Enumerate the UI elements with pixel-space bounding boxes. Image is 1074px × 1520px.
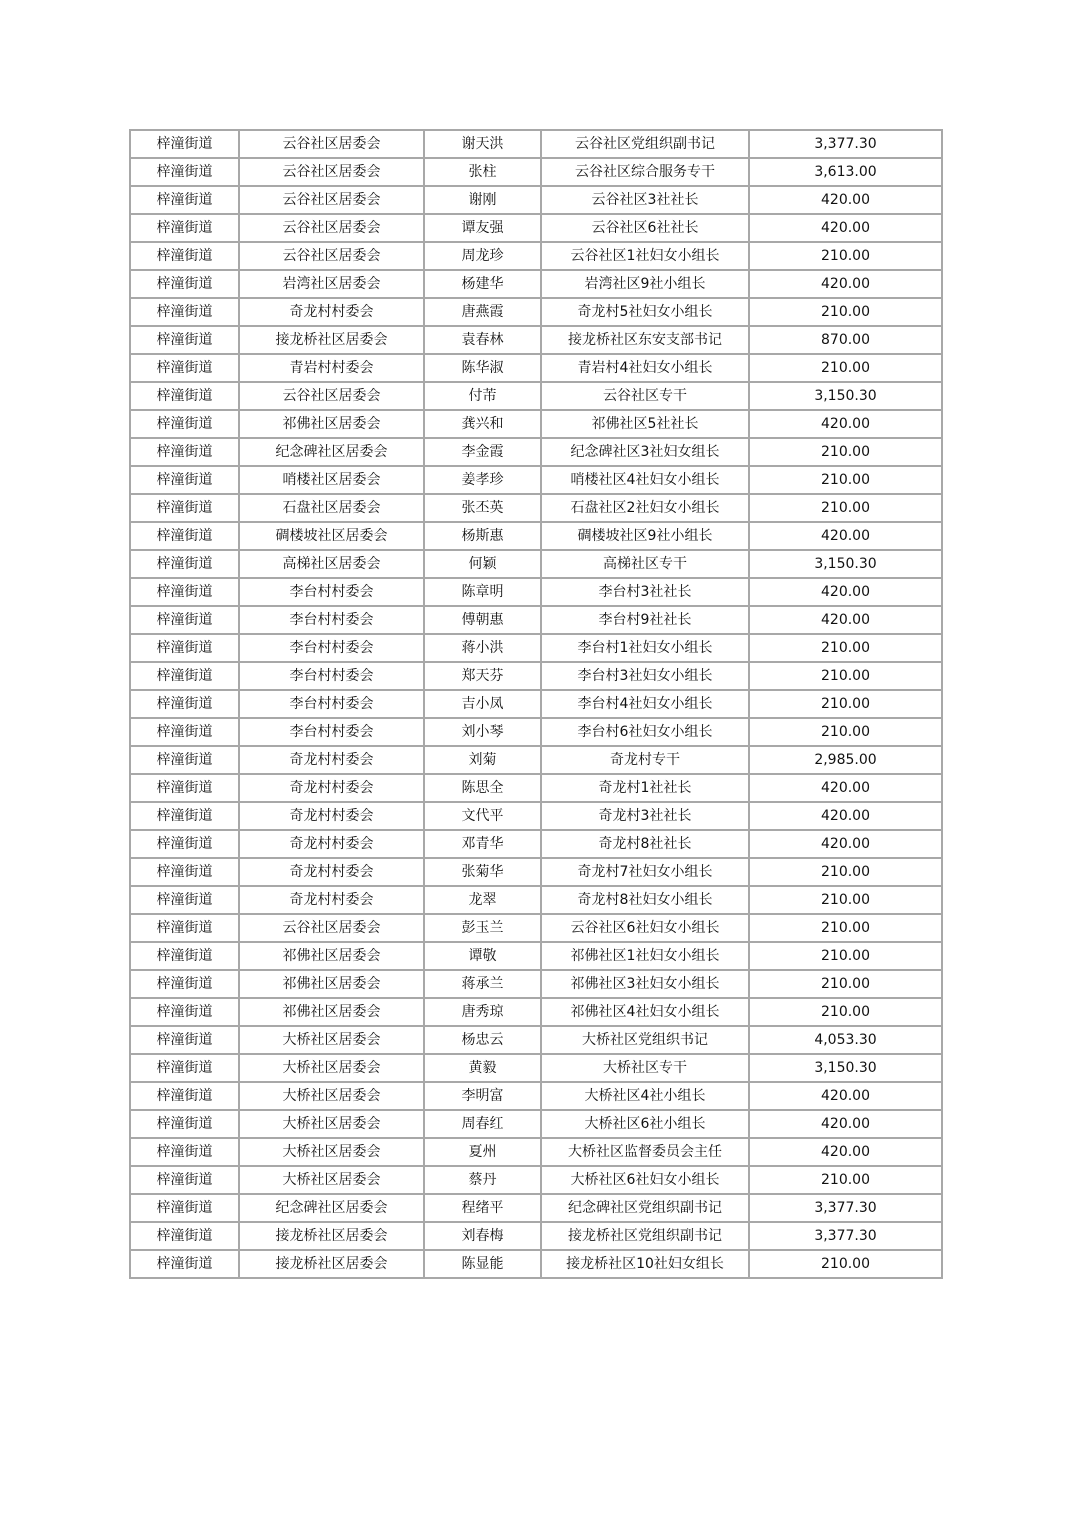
name-cell: 陈华淑 (424, 354, 541, 382)
street-cell: 梓潼街道 (130, 522, 239, 550)
committee-cell: 岩湾社区居委会 (239, 270, 424, 298)
committee-cell: 奇龙村村委会 (239, 830, 424, 858)
committee-cell: 祁佛社区居委会 (239, 970, 424, 998)
street-cell: 梓潼街道 (130, 186, 239, 214)
committee-cell: 李台村村委会 (239, 578, 424, 606)
committee-cell: 奇龙村村委会 (239, 298, 424, 326)
table-row (130, 522, 942, 550)
amount-cell: 210.00 (749, 298, 942, 326)
name-cell: 姜孝珍 (424, 466, 541, 494)
street-cell: 梓潼街道 (130, 1026, 239, 1054)
amount-cell: 210.00 (749, 998, 942, 1026)
position-cell: 李台村9社社长 (541, 606, 749, 634)
name-cell: 周龙珍 (424, 242, 541, 270)
amount-cell: 3,377.30 (749, 1222, 942, 1250)
committee-cell: 李台村村委会 (239, 634, 424, 662)
name-cell: 傅朝惠 (424, 606, 541, 634)
position-cell: 李台村6社妇女小组长 (541, 718, 749, 746)
street-cell: 梓潼街道 (130, 270, 239, 298)
table-row (130, 830, 942, 858)
committee-cell: 接龙桥社区居委会 (239, 326, 424, 354)
committee-cell: 李台村村委会 (239, 606, 424, 634)
street-cell: 梓潼街道 (130, 774, 239, 802)
amount-cell: 420.00 (749, 578, 942, 606)
committee-cell: 奇龙村村委会 (239, 858, 424, 886)
table-row (130, 1054, 942, 1082)
amount-cell: 210.00 (749, 354, 942, 382)
name-cell: 袁春林 (424, 326, 541, 354)
table-row (130, 1138, 942, 1166)
name-cell: 李金霞 (424, 438, 541, 466)
name-cell: 陈显能 (424, 1250, 541, 1278)
committee-cell: 石盘社区居委会 (239, 494, 424, 522)
table-row (130, 578, 942, 606)
table-row (130, 270, 942, 298)
name-cell: 夏州 (424, 1138, 541, 1166)
committee-cell: 碉楼坡社区居委会 (239, 522, 424, 550)
position-cell: 奇龙村7社妇女小组长 (541, 858, 749, 886)
table-row (130, 802, 942, 830)
amount-cell: 4,053.30 (749, 1026, 942, 1054)
name-cell: 谭敬 (424, 942, 541, 970)
street-cell: 梓潼街道 (130, 466, 239, 494)
position-cell: 李台村3社社长 (541, 578, 749, 606)
street-cell: 梓潼街道 (130, 970, 239, 998)
street-cell: 梓潼街道 (130, 438, 239, 466)
amount-cell: 210.00 (749, 914, 942, 942)
amount-cell: 420.00 (749, 774, 942, 802)
table-row (130, 550, 942, 578)
name-cell: 蔡丹 (424, 1166, 541, 1194)
amount-cell: 420.00 (749, 214, 942, 242)
position-cell: 祁佛社区4社妇女小组长 (541, 998, 749, 1026)
committee-cell: 云谷社区居委会 (239, 186, 424, 214)
amount-cell: 420.00 (749, 410, 942, 438)
name-cell: 程绪平 (424, 1194, 541, 1222)
table-body (130, 130, 942, 1278)
name-cell: 文代平 (424, 802, 541, 830)
name-cell: 刘小琴 (424, 718, 541, 746)
amount-cell: 210.00 (749, 466, 942, 494)
position-cell: 高梯社区专干 (541, 550, 749, 578)
position-cell: 李台村4社妇女小组长 (541, 690, 749, 718)
name-cell: 蒋小洪 (424, 634, 541, 662)
table-row (130, 774, 942, 802)
street-cell: 梓潼街道 (130, 830, 239, 858)
amount-cell: 420.00 (749, 186, 942, 214)
committee-cell: 奇龙村村委会 (239, 774, 424, 802)
amount-cell: 210.00 (749, 494, 942, 522)
committee-cell: 祁佛社区居委会 (239, 998, 424, 1026)
position-cell: 岩湾社区9社小组长 (541, 270, 749, 298)
amount-cell: 420.00 (749, 1138, 942, 1166)
committee-cell: 接龙桥社区居委会 (239, 1250, 424, 1278)
table-row (130, 242, 942, 270)
table-row (130, 1250, 942, 1278)
name-cell: 陈章明 (424, 578, 541, 606)
committee-cell: 祁佛社区居委会 (239, 942, 424, 970)
amount-cell: 420.00 (749, 802, 942, 830)
street-cell: 梓潼街道 (130, 886, 239, 914)
committee-cell: 奇龙村村委会 (239, 886, 424, 914)
amount-cell: 210.00 (749, 886, 942, 914)
committee-cell: 大桥社区居委会 (239, 1082, 424, 1110)
table-row (130, 410, 942, 438)
amount-cell: 420.00 (749, 1110, 942, 1138)
table-row (130, 858, 942, 886)
name-cell: 邓青华 (424, 830, 541, 858)
name-cell: 唐秀琼 (424, 998, 541, 1026)
name-cell: 付芾 (424, 382, 541, 410)
committee-cell: 李台村村委会 (239, 690, 424, 718)
committee-cell: 大桥社区居委会 (239, 1026, 424, 1054)
position-cell: 接龙桥社区10社妇女组长 (541, 1250, 749, 1278)
name-cell: 刘春梅 (424, 1222, 541, 1250)
table-row (130, 186, 942, 214)
street-cell: 梓潼街道 (130, 1222, 239, 1250)
street-cell: 梓潼街道 (130, 1166, 239, 1194)
amount-cell: 3,613.00 (749, 158, 942, 186)
committee-cell: 云谷社区居委会 (239, 242, 424, 270)
position-cell: 奇龙村3社社长 (541, 802, 749, 830)
street-cell: 梓潼街道 (130, 214, 239, 242)
committee-cell: 哨楼社区居委会 (239, 466, 424, 494)
name-cell: 吉小凤 (424, 690, 541, 718)
name-cell: 龙翠 (424, 886, 541, 914)
position-cell: 奇龙村8社妇女小组长 (541, 886, 749, 914)
street-cell: 梓潼街道 (130, 158, 239, 186)
amount-cell: 3,377.30 (749, 130, 942, 158)
name-cell: 张菊华 (424, 858, 541, 886)
committee-cell: 云谷社区居委会 (239, 214, 424, 242)
committee-cell: 大桥社区居委会 (239, 1054, 424, 1082)
name-cell: 龚兴和 (424, 410, 541, 438)
street-cell: 梓潼街道 (130, 914, 239, 942)
amount-cell: 210.00 (749, 970, 942, 998)
street-cell: 梓潼街道 (130, 802, 239, 830)
position-cell: 云谷社区专干 (541, 382, 749, 410)
committee-cell: 接龙桥社区居委会 (239, 1222, 424, 1250)
amount-cell: 210.00 (749, 690, 942, 718)
name-cell: 周春红 (424, 1110, 541, 1138)
street-cell: 梓潼街道 (130, 494, 239, 522)
position-cell: 李台村3社妇女小组长 (541, 662, 749, 690)
position-cell: 云谷社区6社社长 (541, 214, 749, 242)
committee-cell: 云谷社区居委会 (239, 914, 424, 942)
amount-cell: 420.00 (749, 606, 942, 634)
amount-cell: 3,150.30 (749, 1054, 942, 1082)
table-row (130, 1194, 942, 1222)
amount-cell: 210.00 (749, 634, 942, 662)
street-cell: 梓潼街道 (130, 998, 239, 1026)
table-row (130, 158, 942, 186)
amount-cell: 210.00 (749, 438, 942, 466)
position-cell: 石盘社区2社妇女小组长 (541, 494, 749, 522)
committee-cell: 大桥社区居委会 (239, 1138, 424, 1166)
amount-cell: 210.00 (749, 662, 942, 690)
name-cell: 谢刚 (424, 186, 541, 214)
position-cell: 接龙桥社区党组织副书记 (541, 1222, 749, 1250)
position-cell: 云谷社区3社社长 (541, 186, 749, 214)
table-row (130, 634, 942, 662)
amount-cell: 210.00 (749, 242, 942, 270)
position-cell: 云谷社区6社妇女小组长 (541, 914, 749, 942)
amount-cell: 210.00 (749, 1250, 942, 1278)
table-row (130, 1026, 942, 1054)
position-cell: 云谷社区1社妇女小组长 (541, 242, 749, 270)
street-cell: 梓潼街道 (130, 578, 239, 606)
position-cell: 大桥社区专干 (541, 1054, 749, 1082)
amount-cell: 210.00 (749, 718, 942, 746)
name-cell: 刘菊 (424, 746, 541, 774)
table-row (130, 1082, 942, 1110)
table-row (130, 130, 942, 158)
table-row (130, 438, 942, 466)
street-cell: 梓潼街道 (130, 634, 239, 662)
street-cell: 梓潼街道 (130, 942, 239, 970)
table-row (130, 298, 942, 326)
position-cell: 祁佛社区1社妇女小组长 (541, 942, 749, 970)
street-cell: 梓潼街道 (130, 298, 239, 326)
name-cell: 张丕英 (424, 494, 541, 522)
street-cell: 梓潼街道 (130, 606, 239, 634)
table-row (130, 354, 942, 382)
name-cell: 郑天芬 (424, 662, 541, 690)
name-cell: 唐燕霞 (424, 298, 541, 326)
committee-cell: 高梯社区居委会 (239, 550, 424, 578)
table-row (130, 998, 942, 1026)
table-row (130, 662, 942, 690)
street-cell: 梓潼街道 (130, 746, 239, 774)
position-cell: 大桥社区6社妇女小组长 (541, 1166, 749, 1194)
position-cell: 奇龙村1社社长 (541, 774, 749, 802)
committee-cell: 奇龙村村委会 (239, 746, 424, 774)
committee-cell: 云谷社区居委会 (239, 382, 424, 410)
table-row (130, 494, 942, 522)
committee-cell: 奇龙村村委会 (239, 802, 424, 830)
name-cell: 蒋承兰 (424, 970, 541, 998)
table-row (130, 718, 942, 746)
position-cell: 奇龙村5社妇女小组长 (541, 298, 749, 326)
street-cell: 梓潼街道 (130, 662, 239, 690)
committee-cell: 李台村村委会 (239, 662, 424, 690)
street-cell: 梓潼街道 (130, 718, 239, 746)
table-row (130, 1166, 942, 1194)
amount-cell: 420.00 (749, 1082, 942, 1110)
table-row (130, 326, 942, 354)
position-cell: 云谷社区党组织副书记 (541, 130, 749, 158)
position-cell: 碉楼坡社区9社小组长 (541, 522, 749, 550)
name-cell: 李明富 (424, 1082, 541, 1110)
street-cell: 梓潼街道 (130, 1082, 239, 1110)
position-cell: 云谷社区综合服务专干 (541, 158, 749, 186)
name-cell: 谢天洪 (424, 130, 541, 158)
committee-cell: 青岩村村委会 (239, 354, 424, 382)
street-cell: 梓潼街道 (130, 1138, 239, 1166)
name-cell: 谭友强 (424, 214, 541, 242)
name-cell: 杨斯惠 (424, 522, 541, 550)
table-row (130, 1110, 942, 1138)
amount-cell: 2,985.00 (749, 746, 942, 774)
position-cell: 接龙桥社区东安支部书记 (541, 326, 749, 354)
table-row (130, 942, 942, 970)
street-cell: 梓潼街道 (130, 354, 239, 382)
position-cell: 奇龙村8社社长 (541, 830, 749, 858)
position-cell: 祁佛社区5社社长 (541, 410, 749, 438)
name-cell: 张柱 (424, 158, 541, 186)
table-row (130, 214, 942, 242)
position-cell: 青岩村4社妇女小组长 (541, 354, 749, 382)
position-cell: 祁佛社区3社妇女小组长 (541, 970, 749, 998)
position-cell: 纪念碑社区党组织副书记 (541, 1194, 749, 1222)
street-cell: 梓潼街道 (130, 382, 239, 410)
street-cell: 梓潼街道 (130, 242, 239, 270)
street-cell: 梓潼街道 (130, 130, 239, 158)
street-cell: 梓潼街道 (130, 858, 239, 886)
committee-cell: 纪念碑社区居委会 (239, 438, 424, 466)
position-cell: 纪念碑社区3社妇女组长 (541, 438, 749, 466)
amount-cell: 3,150.30 (749, 550, 942, 578)
table-row (130, 606, 942, 634)
allowance-table (129, 129, 943, 1279)
committee-cell: 云谷社区居委会 (239, 158, 424, 186)
amount-cell: 3,150.30 (749, 382, 942, 410)
position-cell: 大桥社区党组织书记 (541, 1026, 749, 1054)
table-row (130, 690, 942, 718)
name-cell: 杨建华 (424, 270, 541, 298)
amount-cell: 870.00 (749, 326, 942, 354)
amount-cell: 210.00 (749, 1166, 942, 1194)
position-cell: 大桥社区监督委员会主任 (541, 1138, 749, 1166)
table-row (130, 466, 942, 494)
committee-cell: 李台村村委会 (239, 718, 424, 746)
street-cell: 梓潼街道 (130, 326, 239, 354)
amount-cell: 420.00 (749, 830, 942, 858)
position-cell: 哨楼社区4社妇女小组长 (541, 466, 749, 494)
street-cell: 梓潼街道 (130, 1194, 239, 1222)
position-cell: 大桥社区4社小组长 (541, 1082, 749, 1110)
committee-cell: 大桥社区居委会 (239, 1110, 424, 1138)
street-cell: 梓潼街道 (130, 410, 239, 438)
street-cell: 梓潼街道 (130, 1110, 239, 1138)
street-cell: 梓潼街道 (130, 1250, 239, 1278)
committee-cell: 祁佛社区居委会 (239, 410, 424, 438)
table-row (130, 1222, 942, 1250)
amount-cell: 210.00 (749, 942, 942, 970)
amount-cell: 420.00 (749, 522, 942, 550)
committee-cell: 纪念碑社区居委会 (239, 1194, 424, 1222)
name-cell: 黄毅 (424, 1054, 541, 1082)
table-row (130, 746, 942, 774)
committee-cell: 云谷社区居委会 (239, 130, 424, 158)
amount-cell: 3,377.30 (749, 1194, 942, 1222)
street-cell: 梓潼街道 (130, 550, 239, 578)
table-row (130, 914, 942, 942)
amount-cell: 210.00 (749, 858, 942, 886)
street-cell: 梓潼街道 (130, 690, 239, 718)
amount-cell: 420.00 (749, 270, 942, 298)
committee-cell: 大桥社区居委会 (239, 1166, 424, 1194)
table-row (130, 970, 942, 998)
position-cell: 大桥社区6社小组长 (541, 1110, 749, 1138)
position-cell: 李台村1社妇女小组长 (541, 634, 749, 662)
position-cell: 奇龙村专干 (541, 746, 749, 774)
table-row (130, 382, 942, 410)
street-cell: 梓潼街道 (130, 1054, 239, 1082)
table-row (130, 886, 942, 914)
name-cell: 杨忠云 (424, 1026, 541, 1054)
name-cell: 彭玉兰 (424, 914, 541, 942)
name-cell: 何颖 (424, 550, 541, 578)
name-cell: 陈思全 (424, 774, 541, 802)
